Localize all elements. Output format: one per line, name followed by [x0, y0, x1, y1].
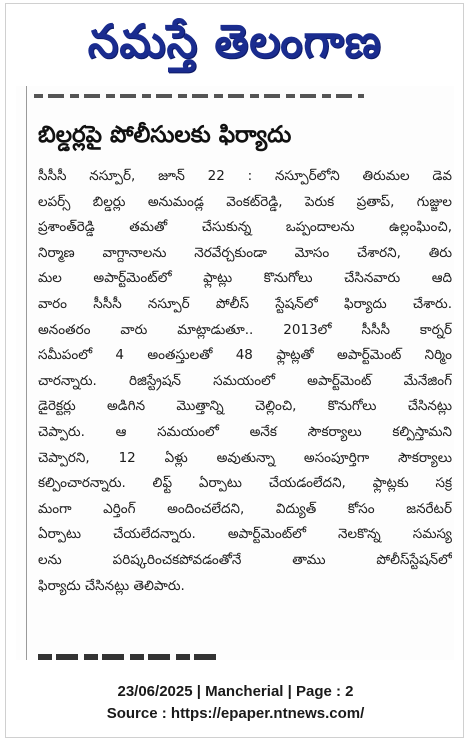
article-line: ఫిర్యాదు చేసినట్లు తెలిపారు. — [38, 577, 185, 594]
article-line: మంగా ఎర్తింగ్ అందించలేదని, విద్యుత్ కోసం జనరేటర్ — [38, 500, 452, 517]
article-line: సమీపంలో 4 అంతస్తులతో 48 ఫ్లాట్లతో అపార్ట్‌మెంట్ నిర్మిం — [38, 347, 452, 364]
article-line: సీసీసీ నస్పూర్, జూన్ 22 : నస్పూర్‌లోని తిరుమల డెవ — [38, 168, 452, 184]
footer-source: Source : https://epaper.ntnews.com/ — [106, 705, 365, 722]
footer-edition-info: 23/06/2025 | Mancherial | Page : 2 — [117, 683, 354, 700]
masthead-title: నమస్తే తెలంగాణ — [88, 14, 382, 68]
article-headline: బిల్డర్లపై పోలీసులకు ఫిర్యాదు — [38, 122, 292, 148]
cropped-previous-text — [34, 86, 364, 100]
article-line: ఏర్పాటు చేయలేదన్నారు. అపార్ట్‌మెంట్‌లో నెలకొన్న సమస్య — [38, 526, 452, 543]
article-line: మల అపార్ట్‌మెంట్‌లో ఫ్లాట్లు కొనుగోలు చేసినవారు ఆది — [38, 270, 452, 287]
article-body — [38, 164, 452, 599]
article-line: చెప్పారు. ఆ సమయంలో అనేక సౌకర్యాలు కల్పిస్తామని — [38, 423, 452, 440]
article-line: లను పరిష్కరించకపోవడంతోనే తాము పోలీస్‌స్టేషన్‌లో — [38, 551, 452, 568]
article-line: లపర్స్ బిల్డర్లు అనుమండ్ల వెంకట్‌రెడ్డి, పెరుక ప్రతాప్, గుజ్జుల — [38, 193, 452, 210]
column-rule — [26, 86, 27, 660]
article-line: ప్రశాంత్‌రెడ్డి తమతో చేసుకున్న ఒప్పందాలను ఉల్లంఘించి, — [38, 219, 452, 236]
newspaper-masthead — [20, 4, 450, 78]
article-line: చెప్పారని, 12 ఏళ్లు అవుతున్నా అసంపూర్తిగా సౌకర్యాలు — [38, 449, 452, 466]
article-line: నిర్మాణ వాగ్దానాలను నెరవేర్చకుండా మోసం చేశారని, తిరు — [38, 244, 452, 261]
article-line: వారం సీసీసీ నస్పూర్ పోలీస్ స్టేషన్‌లో ఫిర్యాదు చేశారు. — [38, 295, 452, 312]
article-line: కల్పించారన్నారు. లిఫ్ట్ ఏర్పాటు చేయడంలేదని, ఫ్లాట్లకు సక్ర — [38, 475, 452, 492]
cropped-next-headline — [38, 646, 218, 660]
article-line: చారన్నారు. రిజిస్ట్రేషన్ సమయంలో అపార్ట్‌మెంట్ మేనేజింగ్ — [38, 372, 452, 389]
article-line: అనంతరం వారు మాట్లాడుతూ.. 2013లో సీసీసీ కార్నర్ — [38, 321, 452, 338]
article-line: డైరెక్టర్లు అడిగిన మొత్తాన్ని చెల్లించి, కొనుగోలు చేసినట్లు — [38, 398, 452, 415]
article-clipping — [16, 86, 454, 660]
